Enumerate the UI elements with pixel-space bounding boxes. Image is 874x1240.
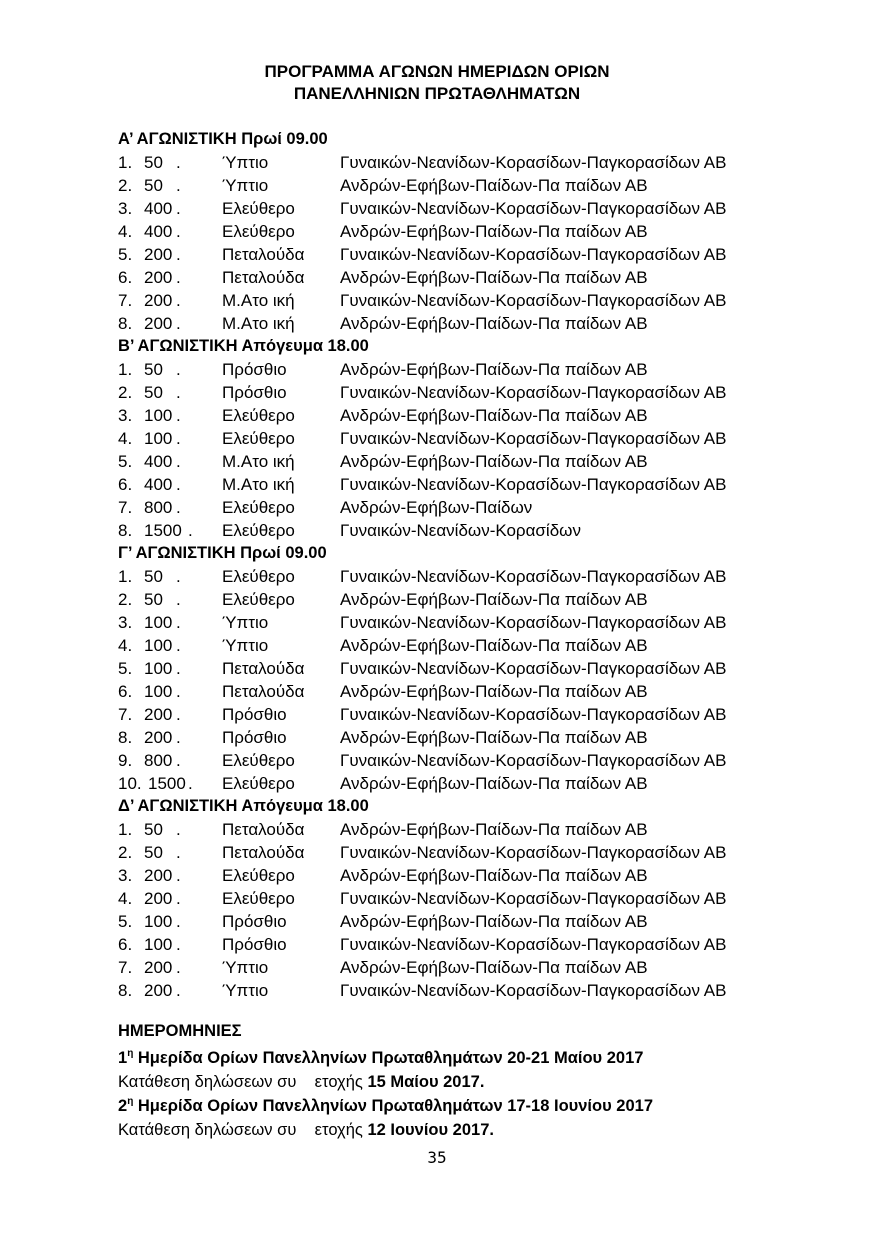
event-stroke: Πεταλούδα [222,820,305,839]
event-dot: . [176,199,181,218]
event-stroke: Μ.Ατο ική [222,291,295,310]
event-category: Γυναικών-Νεανίδων-Κορασίδων-Παγκορασίδων ΑΒ [340,843,727,862]
event-row [118,404,818,427]
event-category: Γυναικών-Νεανίδων-Κορασίδων-Παγκορασίδων ΑΒ [340,705,727,724]
event-number: 2. [118,176,133,195]
event-row [118,519,818,542]
event-stroke: Ελεύθερο [222,222,295,241]
meet-2-line [118,1094,838,1118]
event-row [118,174,818,197]
event-distance: 100 [144,682,173,701]
event-stroke: Πεταλούδα [222,659,305,678]
event-stroke: Ελεύθερο [222,866,295,885]
event-distance: 50 [144,176,163,195]
event-dot: . [176,153,181,172]
event-number: 8. [118,728,133,747]
event-dot: . [176,475,181,494]
event-stroke: Ύπτιο [222,981,269,1000]
meet-2-deadline [118,1118,838,1142]
event-dot: . [176,728,181,747]
event-category: Ανδρών-Εφήβων-Παίδων [340,498,533,517]
event-row [118,358,818,381]
event-dot: . [176,866,181,885]
event-dot: . [176,383,181,402]
event-dot: . [176,498,181,517]
event-distance: 50 [144,153,163,172]
event-dot: . [176,613,181,632]
dates-section [118,1020,838,1142]
event-number: 5. [118,912,133,931]
event-category: Γυναικών-Νεανίδων-Κορασίδων-Παγκορασίδων ΑΒ [340,383,727,402]
event-row [118,450,818,473]
event-dot: . [176,751,181,770]
event-number: 6. [118,682,133,701]
event-dot: . [176,222,181,241]
event-stroke: Ελεύθερο [222,567,295,586]
event-stroke: Πεταλούδα [222,245,305,264]
event-dot: . [176,314,181,333]
event-row [118,910,818,933]
event-stroke: Πρόσθιο [222,728,287,747]
event-distance: 200 [144,705,173,724]
event-category: Γυναικών-Νεανίδων-Κορασίδων-Παγκορασίδων ΑΒ [340,659,727,678]
event-number: 5. [118,245,133,264]
event-distance: 200 [144,981,173,1000]
event-row [118,749,818,772]
event-dot: . [176,659,181,678]
event-distance: 100 [144,613,173,632]
event-dot: . [176,590,181,609]
event-dot: . [176,820,181,839]
event-category: Γυναικών-Νεανίδων-Κορασίδων-Παγκορασίδων ΑΒ [340,567,727,586]
event-dot: . [176,682,181,701]
event-row [118,680,818,703]
event-category: Ανδρών-Εφήβων-Παίδων-Πα παίδων ΑΒ [340,820,648,839]
event-number: 1. [118,153,133,172]
event-distance: 800 [144,751,173,770]
event-row [118,565,818,588]
event-number: 3. [118,613,133,632]
event-number: 10. [118,774,142,793]
event-row [118,887,818,910]
event-category: Γυναικών-Νεανίδων-Κορασίδων-Παγκορασίδων ΑΒ [340,981,727,1000]
event-dot: . [176,452,181,471]
event-number: 1. [118,820,133,839]
event-stroke: Ελεύθερο [222,590,295,609]
event-distance: 1500 [148,774,186,793]
event-distance: 400 [144,452,173,471]
event-row [118,151,818,174]
event-distance: 400 [144,222,173,241]
event-stroke: Ύπτιο [222,613,269,632]
event-distance: 50 [144,360,163,379]
event-row [118,726,818,749]
event-dot: . [176,912,181,931]
event-dot: . [176,268,181,287]
event-dot: . [176,705,181,724]
event-number: 7. [118,958,133,977]
event-stroke: Πρόσθιο [222,912,287,931]
event-category: Ανδρών-Εφήβων-Παίδων-Πα παίδων ΑΒ [340,222,648,241]
meet-1-deadline-date: 15 Μαίου 2017. [367,1073,485,1091]
event-category: Ανδρών-Εφήβων-Παίδων-Πα παίδων ΑΒ [340,314,648,333]
event-number: 3. [118,866,133,885]
event-distance: 200 [144,958,173,977]
meet-2-deadline-date: 12 Ιουνίου 2017. [367,1121,494,1139]
page-title-line-1: ΠΡΟΓΡΑΜΜΑ ΑΓΩΝΩΝ ΗΜΕΡΙΔΩΝ ΟΡΙΩΝ [264,62,610,81]
event-category: Ανδρών-Εφήβων-Παίδων-Πα παίδων ΑΒ [340,912,648,931]
event-distance: 100 [144,429,173,448]
event-number: 7. [118,498,133,517]
event-distance: 50 [144,820,163,839]
event-number: 7. [118,291,133,310]
event-stroke: Ελεύθερο [222,429,295,448]
event-row [118,243,818,266]
session-heading: Γ’ ΑΓΩΝΙΣΤΙΚΗ Πρωί 09.00 [118,544,327,562]
event-distance: 200 [144,268,173,287]
event-row [118,841,818,864]
event-number: 7. [118,705,133,724]
event-row [118,427,818,450]
event-dot: . [176,958,181,977]
event-number: 4. [118,636,133,655]
event-number: 8. [118,314,133,333]
event-dot: . [176,360,181,379]
event-category: Ανδρών-Εφήβων-Παίδων-Πα παίδων ΑΒ [340,958,648,977]
event-number: 8. [118,521,133,540]
meet-1-ordinal-sup: η [127,1048,134,1059]
event-number: 1. [118,567,133,586]
event-number: 3. [118,406,133,425]
event-category: Γυναικών-Νεανίδων-Κορασίδων-Παγκορασίδων ΑΒ [340,751,727,770]
event-stroke: Πρόσθιο [222,705,287,724]
event-row [118,979,818,1002]
page-number: 35 [427,1148,447,1167]
event-row [118,818,818,841]
event-distance: 100 [144,636,173,655]
event-row [118,220,818,243]
event-number: 2. [118,383,133,402]
session-heading: Δ’ ΑΓΩΝΙΣΤΙΚΗ Απόγευμα 18.00 [118,797,369,815]
event-row [118,611,818,634]
event-category: Ανδρών-Εφήβων-Παίδων-Πα παίδων ΑΒ [340,682,648,701]
sessions-list [118,128,818,1002]
event-category: Ανδρών-Εφήβων-Παίδων-Πα παίδων ΑΒ [340,268,648,287]
event-dot: . [176,843,181,862]
event-dot: . [176,981,181,1000]
event-category: Γυναικών-Νεανίδων-Κορασίδων-Παγκορασίδων ΑΒ [340,935,727,954]
event-stroke: Πεταλούδα [222,682,305,701]
event-dot: . [176,291,181,310]
event-stroke: Ελεύθερο [222,199,295,218]
event-dot: . [176,406,181,425]
event-stroke: Μ.Ατο ική [222,314,295,333]
event-distance: 1500 [144,521,182,540]
event-distance: 50 [144,567,163,586]
event-dot: . [176,935,181,954]
event-row [118,197,818,220]
event-category: Ανδρών-Εφήβων-Παίδων-Πα παίδων ΑΒ [340,406,648,425]
meet-2-ordinal: 2 [118,1097,128,1115]
event-stroke: Πρόσθιο [222,383,287,402]
event-category: Ανδρών-Εφήβων-Παίδων-Πα παίδων ΑΒ [340,176,648,195]
event-category: Ανδρών-Εφήβων-Παίδων-Πα παίδων ΑΒ [340,866,648,885]
event-row [118,864,818,887]
event-number: 1. [118,360,133,379]
event-row [118,496,818,519]
event-row [118,634,818,657]
event-stroke: Μ.Ατο ική [222,452,295,471]
event-row [118,703,818,726]
event-stroke: Ελεύθερο [222,406,295,425]
event-row [118,312,818,335]
event-category: Γυναικών-Νεανίδων-Κορασίδων-Παγκορασίδων ΑΒ [340,199,727,218]
event-stroke: Ύπτιο [222,176,269,195]
event-distance: 200 [144,866,173,885]
event-dot: . [176,176,181,195]
event-distance: 50 [144,590,163,609]
event-number: 4. [118,222,133,241]
event-distance: 100 [144,659,173,678]
event-distance: 200 [144,889,173,908]
meet-1-line [118,1046,838,1070]
event-number: 4. [118,429,133,448]
event-row [118,933,818,956]
event-number: 5. [118,659,133,678]
event-dot: . [176,636,181,655]
meet-1-ordinal: 1 [118,1049,128,1067]
event-distance: 100 [144,406,173,425]
event-category: Γυναικών-Νεανίδων-Κορασίδων-Παγκορασίδων ΑΒ [340,429,727,448]
event-stroke: Πρόσθιο [222,360,287,379]
event-row [118,772,818,795]
event-stroke: Ελεύθερο [222,774,295,793]
event-distance: 100 [144,912,173,931]
event-category: Ανδρών-Εφήβων-Παίδων-Πα παίδων ΑΒ [340,636,648,655]
event-distance: 50 [144,843,163,862]
event-category: Ανδρών-Εφήβων-Παίδων-Πα παίδων ΑΒ [340,728,648,747]
event-dot: . [188,774,193,793]
meet-2-ordinal-sup: η [127,1096,134,1107]
event-row [118,381,818,404]
meet-2-text: Ημερίδα Ορίων Πανελληνίων Πρωταθλημάτων 17-18 Ιουνίου 2017 [137,1097,653,1115]
event-stroke: Ελεύθερο [222,521,295,540]
event-stroke: Ελεύθερο [222,751,295,770]
event-row [118,289,818,312]
event-stroke: Πεταλούδα [222,843,305,862]
meet-1-deadline [118,1070,838,1094]
event-distance: 50 [144,383,163,402]
event-number: 6. [118,475,133,494]
event-stroke: Ελεύθερο [222,889,295,908]
event-dot: . [176,889,181,908]
session-heading: Β’ ΑΓΩΝΙΣΤΙΚΗ Απόγευμα 18.00 [118,337,369,355]
event-distance: 400 [144,199,173,218]
event-row [118,266,818,289]
meet-2-deadline-prefix: Κατάθεση δηλώσεων συ ετοχής [118,1121,363,1139]
event-category: Γυναικών-Νεανίδων-Κορασίδων-Παγκορασίδων ΑΒ [340,245,727,264]
event-dot: . [176,245,181,264]
session-heading: Α’ ΑΓΩΝΙΣΤΙΚΗ Πρωί 09.00 [118,130,328,148]
event-distance: 200 [144,245,173,264]
page-title-line-2: ΠΑΝΕΛΛΗΝΙΩΝ ΠΡΩΤΑΘΛΗΜΑΤΩΝ [293,84,581,103]
event-distance: 200 [144,728,173,747]
event-distance: 400 [144,475,173,494]
event-category: Ανδρών-Εφήβων-Παίδων-Πα παίδων ΑΒ [340,452,648,471]
event-stroke: Πεταλούδα [222,268,305,287]
event-number: 9. [118,751,133,770]
event-row [118,956,818,979]
event-category: Γυναικών-Νεανίδων-Κορασίδων [340,521,581,540]
event-number: 6. [118,935,133,954]
event-dot: . [176,429,181,448]
event-number: 2. [118,843,133,862]
event-row [118,657,818,680]
meet-1-text: Ημερίδα Ορίων Πανελληνίων Πρωταθλημάτων 20-21 Μαίου 2017 [137,1049,644,1067]
event-stroke: Πρόσθιο [222,935,287,954]
event-distance: 200 [144,291,173,310]
event-number: 2. [118,590,133,609]
event-distance: 100 [144,935,173,954]
event-category: Γυναικών-Νεανίδων-Κορασίδων-Παγκορασίδων ΑΒ [340,153,727,172]
event-category: Γυναικών-Νεανίδων-Κορασίδων-Παγκορασίδων ΑΒ [340,889,727,908]
event-category: Ανδρών-Εφήβων-Παίδων-Πα παίδων ΑΒ [340,774,648,793]
event-category: Ανδρών-Εφήβων-Παίδων-Πα παίδων ΑΒ [340,360,648,379]
event-distance: 800 [144,498,173,517]
event-dot: . [176,567,181,586]
event-stroke: Μ.Ατο ική [222,475,295,494]
event-distance: 200 [144,314,173,333]
event-number: 5. [118,452,133,471]
event-row [118,588,818,611]
event-number: 6. [118,268,133,287]
event-row [118,473,818,496]
event-number: 4. [118,889,133,908]
event-category: Ανδρών-Εφήβων-Παίδων-Πα παίδων ΑΒ [340,590,648,609]
event-dot: . [188,521,193,540]
event-category: Γυναικών-Νεανίδων-Κορασίδων-Παγκορασίδων ΑΒ [340,475,727,494]
event-category: Γυναικών-Νεανίδων-Κορασίδων-Παγκορασίδων ΑΒ [340,613,727,632]
event-number: 3. [118,199,133,218]
event-stroke: Ύπτιο [222,958,269,977]
meet-1-deadline-prefix: Κατάθεση δηλώσεων συ ετοχής [118,1073,363,1091]
dates-heading: ΗΜΕΡΟΜΗΝΙΕΣ [118,1022,242,1040]
event-category: Γυναικών-Νεανίδων-Κορασίδων-Παγκορασίδων ΑΒ [340,291,727,310]
event-stroke: Ύπτιο [222,153,269,172]
event-stroke: Ύπτιο [222,636,269,655]
event-stroke: Ελεύθερο [222,498,295,517]
event-number: 8. [118,981,133,1000]
